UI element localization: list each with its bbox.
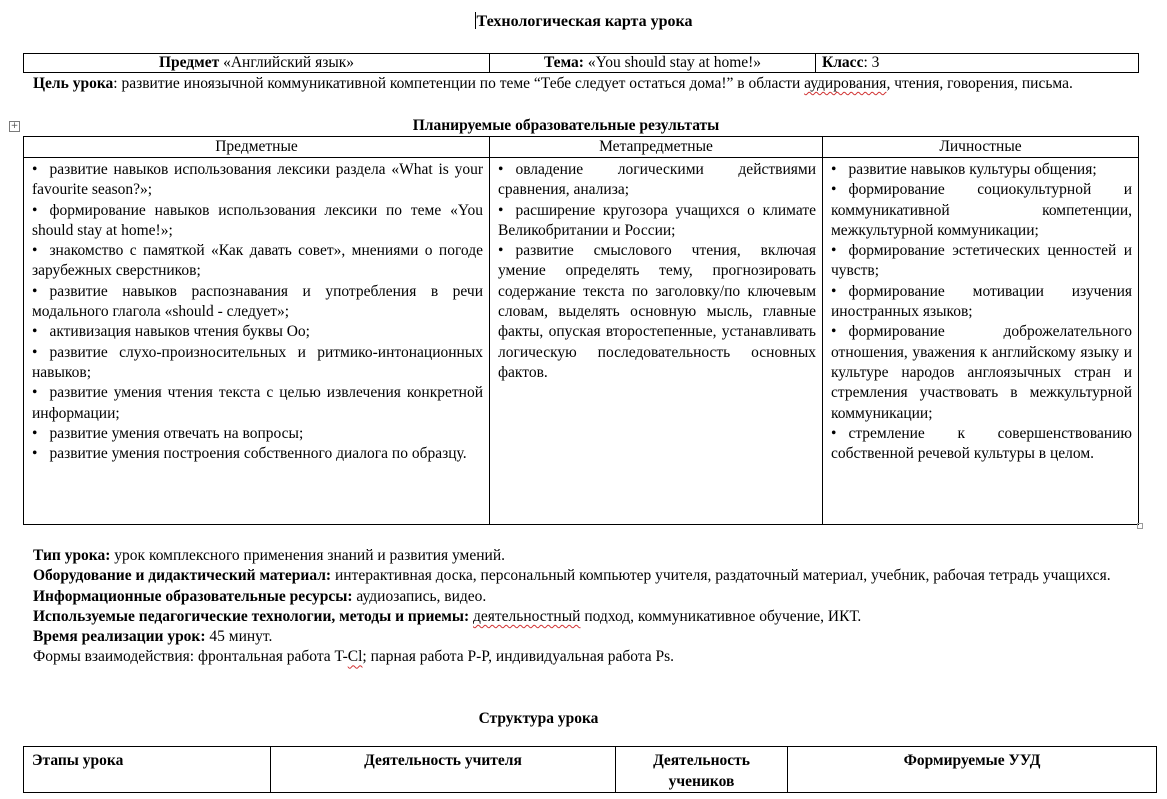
list-item: • овладение логическими действиями сравнения, анализа;	[498, 160, 816, 201]
structure-title: Структура урока	[478, 710, 599, 727]
lesson-type: Тип урока: урок комплексного применения знаний и развития умений.	[33, 547, 505, 564]
interaction-forms: Формы взаимодействия: фронтальная работа T-Cl; парная работа P-P, индивидуальная работа Ps.	[33, 648, 675, 666]
subject-value: «Английский язык»	[223, 54, 355, 71]
list-item: • формирование навыков использования лексики по теме «You should stay at home!»;	[32, 201, 483, 242]
list-item: • расширение кругозора учащихся о климате Великобритании и России;	[498, 201, 816, 242]
list-item: • развитие навыков распознавания и употребления в речи модального глагола «should - следует»;	[32, 282, 483, 323]
table-resize-handle[interactable]	[1137, 523, 1143, 529]
structure-header-stages: Этапы урока	[24, 747, 271, 793]
structure-table	[23, 746, 1157, 793]
lesson-time: Время реализации урок: 45 минут.	[33, 628, 273, 646]
structure-header-students: Деятельность учеников	[616, 747, 788, 793]
grade-value: : 3	[863, 54, 880, 71]
personal-results-list	[831, 160, 1132, 464]
grade-cell	[816, 54, 1139, 73]
topic-cell	[490, 54, 816, 73]
column-heading-subject: Предметные	[24, 137, 490, 158]
spellcheck-word: аудирования	[804, 75, 887, 92]
list-item: • развитие умения отвечать на вопросы;	[32, 424, 483, 444]
subject-results-list	[32, 160, 483, 464]
lesson-equipment: Оборудование и дидактический материал: интерактивная доска, персональный компьютер учителя, раздаточный материал, учебник, рабочая тетрадь учащихся.	[33, 567, 1111, 585]
spellcheck-word: Cl	[347, 648, 363, 666]
document-title: Технологическая карта урока	[476, 13, 693, 30]
list-item: • формирование социокультурной и коммуникативной компетенции, межкультурной коммуникации;	[831, 180, 1132, 241]
planned-results-table	[23, 136, 1139, 525]
lesson-resources: Информационные образовательные ресурсы: аудиозапись, видео.	[33, 587, 487, 605]
lesson-goal: Цель урока: развитие иноязычной коммуникативной компетенции по теме “Тебе следует остаться дома!” в области аудирования, чтения, говорения, письма.	[33, 75, 1073, 92]
subject-results-cell	[24, 158, 490, 525]
planned-results-title: Планируемые образовательные результаты	[412, 117, 720, 134]
lesson-info	[33, 546, 1118, 668]
column-heading-personal: Личностные	[823, 137, 1139, 158]
goal-label: Цель урока	[33, 75, 114, 92]
list-item: • развитие слухо-произносительных и ритмико-интонационных навыков;	[32, 343, 483, 384]
spellcheck-word: деятельностный	[473, 607, 581, 625]
list-item: • развитие навыков культуры общения;	[831, 160, 1132, 180]
table-move-handle-icon[interactable]: +	[10, 121, 19, 131]
lesson-technologies: Используемые педагогические технологии, методы и приемы: деятельностный подход, коммуникативное обучение, ИКТ.	[33, 607, 862, 625]
text-cursor	[475, 12, 476, 29]
list-item: • формирование эстетических ценностей и чувств;	[831, 241, 1132, 282]
list-item: • активизация навыков чтения буквы Оо;	[32, 322, 483, 342]
grade-label: Класс	[822, 54, 864, 71]
meta-results-cell	[490, 158, 823, 525]
subject-label: Предмет	[158, 54, 220, 71]
personal-results-cell	[823, 158, 1139, 525]
list-item: • развитие смыслового чтения, включая умение определять тему, прогнозировать содержание текста по заголовку/по ключевым словам, выделять основную мысль, главные факты, опуская второстепенные, устанавливать логическую последовательность основных фактов.	[498, 241, 816, 383]
structure-header-uud: Формируемые УУД	[788, 747, 1157, 793]
list-item: • развитие умения чтения текста с целью извлечения конкретной информации;	[32, 383, 483, 424]
header-table	[23, 53, 1139, 73]
column-heading-meta: Метапредметные	[490, 137, 823, 158]
topic-value: «You should stay at home!»	[587, 54, 762, 71]
topic-label: Тема:	[543, 54, 584, 71]
list-item: • знакомство с памяткой «Как давать совет», мнениями о погоде зарубежных сверстников;	[32, 241, 483, 282]
list-item: • стремление к совершенствованию собственной речевой культуры в целом.	[831, 424, 1132, 465]
list-item: • развитие навыков использования лексики раздела «What is your favourite season?»;	[32, 160, 483, 201]
meta-results-list	[498, 160, 816, 383]
list-item: • развитие умения построения собственного диалога по образцу.	[32, 444, 483, 464]
list-item: • формирование доброжелательного отношения, уважения к английскому языку и культуре народов англоязычных стран и стремления участвовать в межкультурной коммуникации;	[831, 322, 1132, 423]
structure-header-teacher: Деятельность учителя	[271, 747, 616, 793]
list-item: • формирование мотивации изучения иностранных языков;	[831, 282, 1132, 323]
subject-cell	[24, 54, 490, 73]
